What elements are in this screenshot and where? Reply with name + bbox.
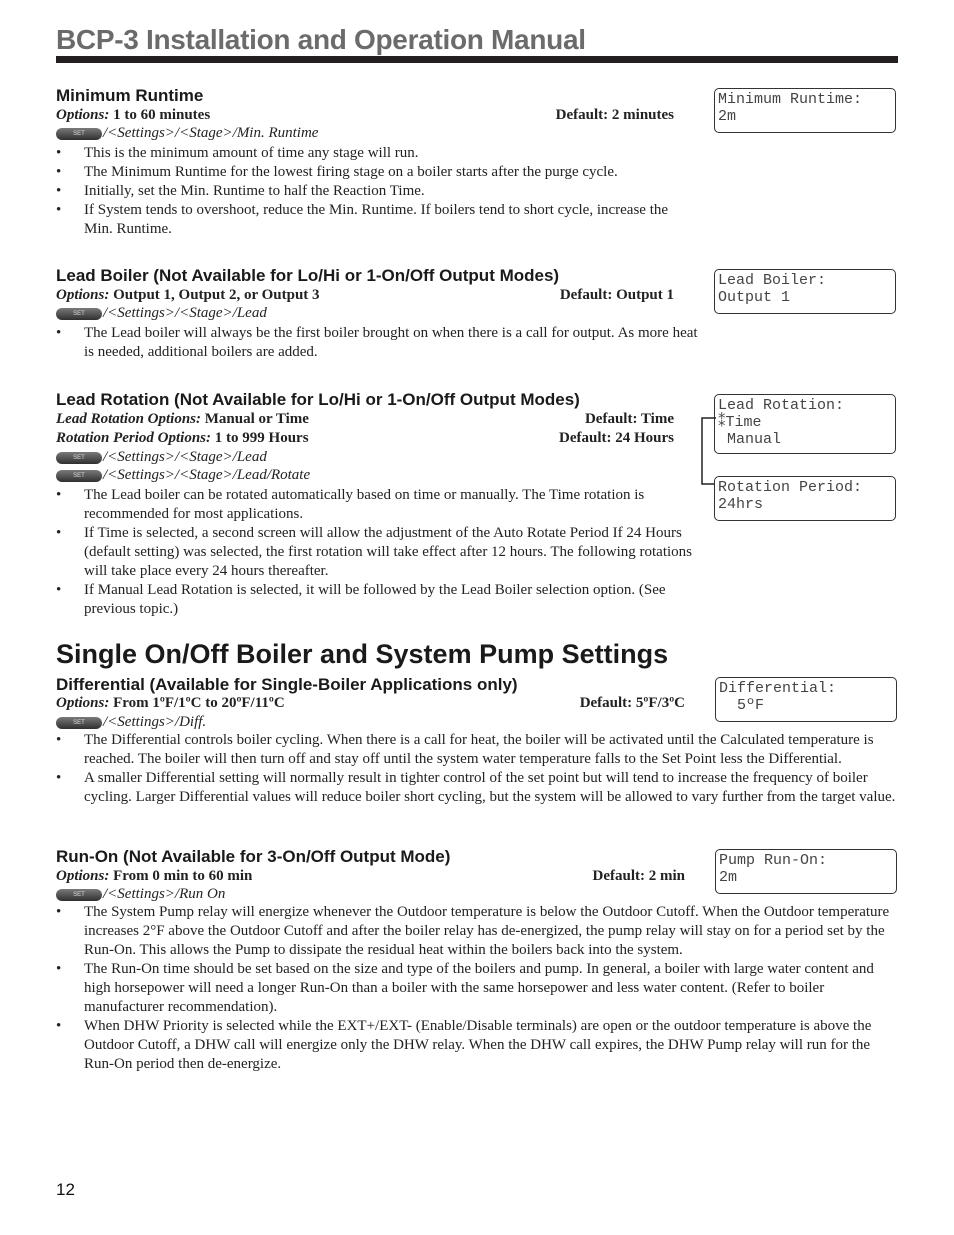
list-item: • This is the minimum amount of time any stage will run. (56, 144, 700, 163)
lead-rotation-heading: Lead Rotation (Not Available for Lo/Hi or 1-On/Off Output Modes) (56, 390, 580, 409)
lcd-lead-rotation: Lead Rotation: ⁑Time Manual (714, 394, 896, 454)
menu-path: /<Settings>/<Stage>/Min. Runtime (103, 125, 319, 141)
lead-boiler-options (56, 287, 320, 304)
page-number: 12 (56, 1180, 75, 1199)
run-on-bullets (56, 903, 898, 1074)
differential-default: Default: 5ºF/3ºC (579, 695, 685, 711)
minimum-runtime-path (56, 125, 318, 142)
menu-path: /<Settings>/<Stage>/Lead (103, 305, 267, 321)
options-label: Options: (56, 287, 110, 303)
options-label: Options: (56, 695, 110, 711)
lead-rotation-path-2 (56, 467, 310, 484)
options-label: Options: (56, 868, 110, 884)
lead-rotation-path-1 (56, 449, 267, 466)
differential-heading: Differential (Available for Single-Boiler Applications only) (56, 675, 518, 694)
options-value: Output 1, Output 2, or Output 3 (113, 287, 320, 303)
lcd-lead-boiler: Lead Boiler: Output 1 (714, 269, 896, 314)
minimum-runtime-heading: Minimum Runtime (56, 86, 204, 105)
differential-path (56, 714, 206, 731)
options-label: Lead Rotation Options: (56, 411, 202, 427)
menu-path: /<Settings>/<Stage>/Lead (103, 449, 267, 465)
lead-rotation-default: Default: Time (584, 411, 674, 427)
list-item: • The Lead boiler can be rotated automatically based on time or manually. The Time rotation is recommended for most applications. (56, 486, 700, 524)
list-item: • If System tends to overshoot, reduce the Min. Runtime. If boilers tend to short cycle, increase the Min. Runtime. (56, 201, 700, 239)
options-value: Manual or Time (204, 411, 309, 427)
menu-path: /<Settings>/<Stage>/Lead/Rotate (103, 467, 311, 483)
lead-boiler-heading: Lead Boiler (Not Available for Lo/Hi or 1-On/Off Output Modes) (56, 266, 560, 285)
lcd-minimum-runtime: Minimum Runtime: 2m (714, 88, 896, 133)
rotation-period-default: Default: 24 Hours (559, 430, 674, 446)
set-button-icon: SET (56, 308, 102, 320)
lead-rotation-bullets (56, 486, 700, 619)
options-label: Rotation Period Options: (56, 430, 212, 446)
lead-boiler-path (56, 305, 267, 322)
rotation-period-options (56, 430, 309, 447)
run-on-heading: Run-On (Not Available for 3-On/Off Output Mode) (56, 847, 451, 866)
options-label: Options: (56, 107, 110, 123)
list-item: • If Manual Lead Rotation is selected, it will be followed by the Lead Boiler selection option. (See previous topic.) (56, 581, 700, 619)
differential-options (56, 695, 285, 712)
lcd-differential: Differential: 5ºF (715, 677, 897, 722)
run-on-options (56, 868, 252, 885)
run-on-default: Default: 2 min (592, 868, 685, 884)
manual-title: BCP-3 Installation and Operation Manual (56, 24, 586, 55)
menu-path: /<Settings>/Diff. (103, 714, 207, 730)
lead-boiler-bullets (56, 324, 700, 362)
run-on-path (56, 886, 225, 903)
options-value: 1 to 60 minutes (113, 107, 211, 123)
list-item: • The Minimum Runtime for the lowest firing stage on a boiler starts after the purge cycle. (56, 163, 700, 182)
minimum-runtime-options (56, 107, 210, 124)
options-value: From 0 min to 60 min (113, 868, 253, 884)
menu-path: /<Settings>/Run On (103, 886, 226, 902)
set-button-icon: SET (56, 452, 102, 464)
set-button-icon: SET (56, 470, 102, 482)
differential-bullets (56, 731, 898, 807)
minimum-runtime-default: Default: 2 minutes (555, 107, 674, 123)
lead-boiler-default: Default: Output 1 (559, 287, 674, 303)
title-rule (56, 56, 898, 63)
list-item: • The Run-On time should be set based on the size and type of the boilers and pump. In general, a boiler with large water content and high horsepower will need a longer Run-On than a boiler with the same horsepower and less water content. (Refer to boiler manufacturer recommendation). (56, 960, 898, 1017)
lcd-rotation-period: Rotation Period: 24hrs (714, 476, 896, 521)
lcd-run-on: Pump Run-On: 2m (715, 849, 897, 894)
set-button-icon: SET (56, 717, 102, 729)
lead-rotation-options (56, 411, 309, 428)
list-item: • If Time is selected, a second screen will allow the adjustment of the Auto Rotate Period If 24 Hours (default setting) was selected, the first rotation will take effect after 12 hours. The following rotations will take place every 24 hours thereafter. (56, 524, 700, 581)
list-item: • The System Pump relay will energize whenever the Outdoor temperature is below the Outdoor Cutoff. When the Outdoor temperature increases 2°F above the Outdoor Cutoff and after the boiler relay has de-energized, the pump relay will stay on for a period set by the Run-On. This allows the Pump to dissipate the residual heat within the boilers back into the system. (56, 903, 898, 960)
section-heading: Single On/Off Boiler and System Pump Settings (56, 639, 669, 669)
options-value: From 1ºF/1ºC to 20ºF/11ºC (113, 695, 285, 711)
set-button-icon: SET (56, 889, 102, 901)
list-item: • A smaller Differential setting will normally result in tighter control of the set point but will tend to increase the frequency of boiler cycling. Larger Differential values will reduce boiler short cycling, but the system will be allowed to vary further from the target value. (56, 769, 898, 807)
list-item: • When DHW Priority is selected while the EXT+/EXT- (Enable/Disable terminals) are open or the outdoor temperature is above the Outdoor Cutoff, a DHW call will energize only the DHW relay. When the DHW call expires, the DHW Pump relay will run for the Run-On period then de-energize. (56, 1017, 898, 1074)
options-value: 1 to 999 Hours (214, 430, 309, 446)
list-item: • The Lead boiler will always be the first boiler brought on when there is a call for output. As more heat is needed, additional boilers are added. (56, 324, 700, 362)
set-button-icon: SET (56, 128, 102, 140)
minimum-runtime-bullets (56, 144, 700, 239)
list-item: • Initially, set the Min. Runtime to half the Reaction Time. (56, 182, 700, 201)
list-item: • The Differential controls boiler cycling. When there is a call for heat, the boiler will be activated until the Calculated temperature is reached. The boiler will then turn off and stay off until the system water temperature falls to the Set Point less the Differential. (56, 731, 898, 769)
